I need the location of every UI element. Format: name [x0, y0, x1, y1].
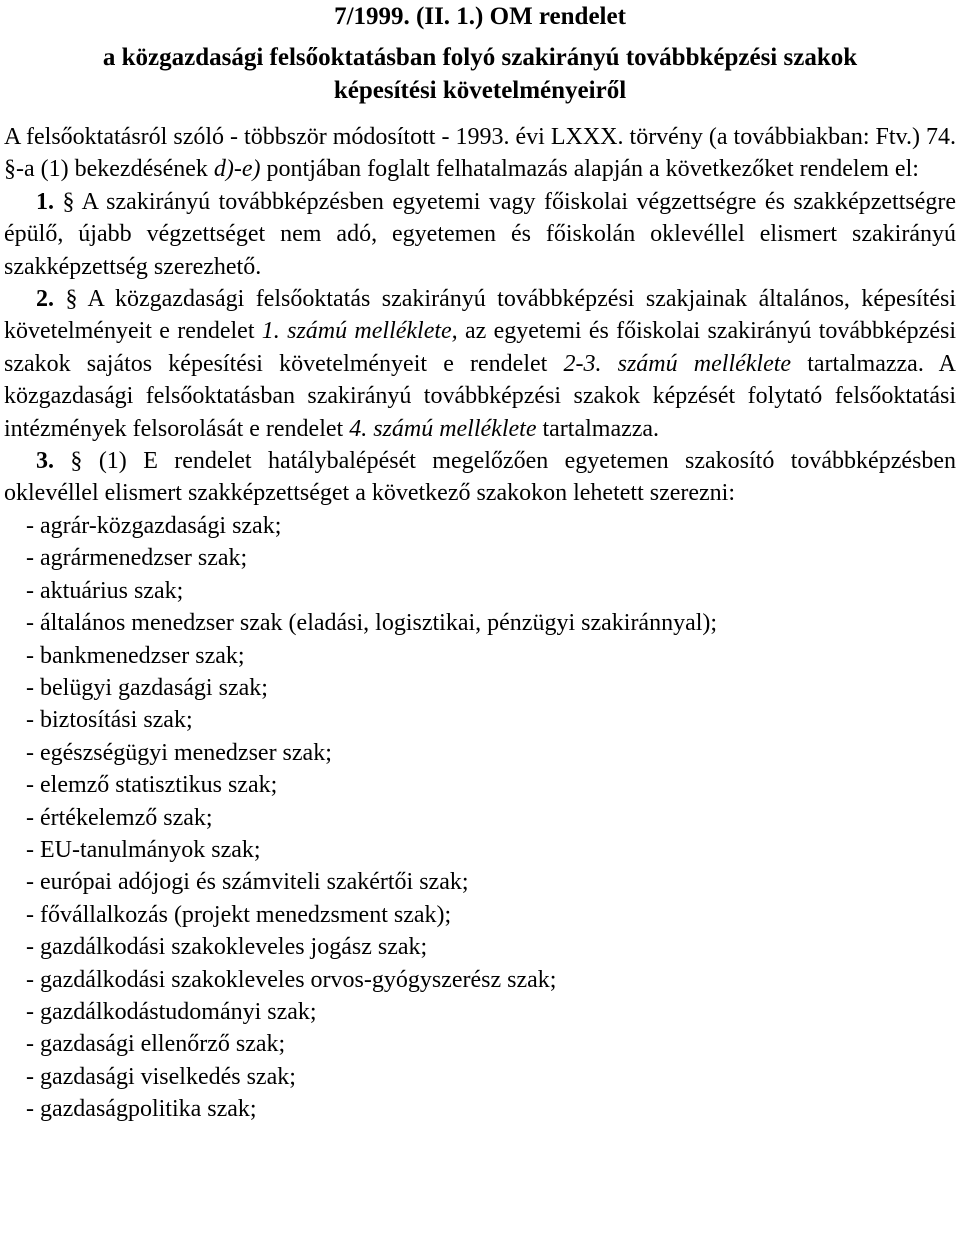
section-sign: § — [65, 286, 78, 313]
preamble-text-b: -a (1) bekezdésének — [16, 156, 214, 183]
section-1-paragraph — [4, 186, 956, 283]
section-2-text-b: az egyetemi és főiskolai szakirányú továbbképzési szakok sajátos képesítési követelményeit e rendelet — [4, 318, 956, 377]
section-2-text-c: tartalmazza. A közgazdasági felsőoktatásban szakirányú továbbképzési szakok képzését folytató felsőoktatási intézmények felsorolását e rendelet — [4, 350, 956, 442]
section-3-paragraph — [4, 445, 956, 510]
list-item: - EU-tanulmányok szak; — [26, 836, 261, 863]
section-2-text-d: tartalmazza. — [536, 415, 660, 442]
list-item: - európai adójogi és számviteli szakértői szak; — [26, 869, 469, 896]
section-2-paragraph — [4, 283, 956, 445]
list-item: - belügyi gazdasági szak; — [26, 674, 268, 701]
preamble-text-a: A felsőoktatásról szóló - többször módosított - 1993. évi LXXX. törvény (a továbbiakban: Ftv.) 74. — [4, 124, 956, 150]
list-item: - fővállalkozás (projekt menedzsment szak); — [26, 901, 452, 928]
document-subtitle-line1: a közgazdasági felsőoktatásban folyó szakirányú továbbképzési szakok — [102, 44, 858, 71]
section-3-text: (1) E rendelet hatálybalépését megelőzően egyetemen szakosító továbbképzésben oklevéllel elismert szakképzettséget a következő szakokon lehetett szerezni: — [4, 448, 956, 507]
preamble-italic: d)-e) — [213, 156, 261, 183]
list-item: - gazdálkodástudományi szak; — [26, 998, 317, 1025]
preamble-text-c: pontjában foglalt felhatalmazás alapján a következőket rendelem el: — [260, 156, 919, 183]
document-title: 7/1999. (II. 1.) OM rendelet — [334, 3, 626, 30]
list-item: - biztosítási szak; — [26, 707, 193, 734]
list-item: - általános menedzser szak (eladási, logisztikai, pénzügyi szakiránnyal); — [26, 610, 718, 637]
list-item: - gazdasági viselkedés szak; — [26, 1063, 296, 1090]
list-item: - agrár-közgazdasági szak; — [26, 512, 282, 539]
document-subtitle-line2: képesítési követelményeiről — [333, 77, 627, 104]
preamble-paragraph — [4, 121, 956, 186]
section-2-italic-b: 2-3. számú melléklete — [563, 350, 792, 377]
list-item: - egészségügyi menedzser szak; — [26, 739, 332, 766]
section-sign: § — [62, 188, 75, 215]
section-sign: § — [4, 156, 16, 183]
section-1-text: A szakirányú továbbképzésben egyetemi vagy főiskolai végzettségre és szakképzettségre épülő, újabb végzettséget nem adó, egyetemen és főiskolán oklevéllel elismert szakirányú szakképzettség szerezhető. — [4, 188, 956, 280]
section-2-italic-c: 4. számú melléklete — [349, 415, 537, 442]
section-2-italic-a: 1. számú melléklete, — [261, 318, 458, 345]
list-item: - gazdálkodási szakokleveles jogász szak; — [26, 934, 428, 961]
section-1-number: 1. — [36, 188, 54, 215]
list-item: - értékelemző szak; — [26, 804, 213, 831]
list-item: - agrármenedzser szak; — [26, 545, 248, 572]
list-item: - bankmenedzser szak; — [26, 642, 245, 669]
list-item: - gazdasági ellenőrző szak; — [26, 1031, 286, 1058]
section-2-number: 2. — [36, 286, 54, 313]
section-2-text-a: A közgazdasági felsőoktatás szakirányú továbbképzési szakjainak általános, képesítési követelményeit e rendelet — [4, 286, 956, 345]
section-3-number: 3. — [36, 448, 54, 475]
degree-list — [4, 510, 956, 1126]
list-item: - aktuárius szak; — [26, 577, 184, 604]
list-item: - elemző statisztikus szak; — [26, 772, 278, 799]
list-item: - gazdaságpolitika szak; — [26, 1096, 257, 1123]
list-item: - gazdálkodási szakokleveles orvos-gyógyszerész szak; — [26, 966, 557, 993]
section-sign: § — [70, 448, 83, 475]
